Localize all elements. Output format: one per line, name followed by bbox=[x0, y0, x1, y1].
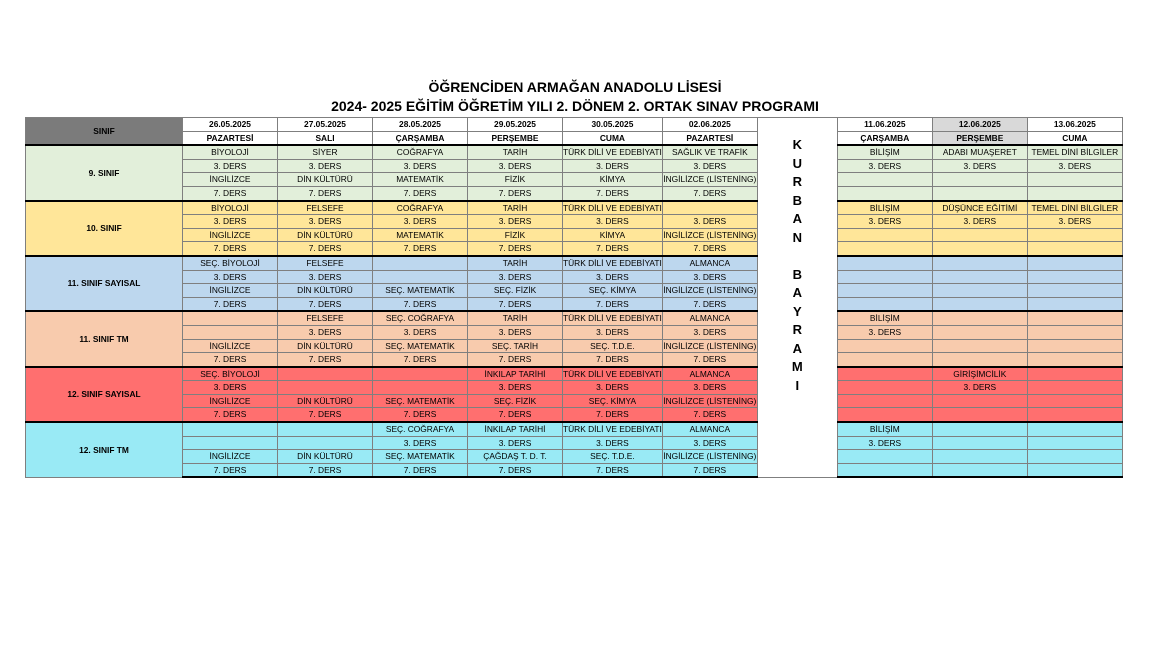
schedule-cell: İNGİLİZCE bbox=[183, 450, 278, 464]
schedule-cell: SAĞLIK VE TRAFİK bbox=[662, 145, 757, 159]
schedule-cell bbox=[932, 256, 1027, 270]
schedule-cell bbox=[837, 173, 932, 187]
table-row bbox=[26, 311, 1123, 325]
schedule-cell bbox=[932, 436, 1027, 450]
schedule-cell bbox=[932, 325, 1027, 339]
schedule-title: 2024- 2025 EĞİTİM ÖĞRETİM YILI 2. DÖNEM 2. ORTAK SINAV PROGRAMI bbox=[331, 98, 819, 114]
schedule-cell: SEÇ. T.D.E. bbox=[563, 339, 663, 353]
table-row bbox=[26, 242, 1123, 256]
schedule-cell bbox=[837, 186, 932, 200]
schedule-cell: SEÇ. FİZİK bbox=[468, 284, 563, 298]
schedule-cell bbox=[1027, 186, 1122, 200]
table-row bbox=[26, 422, 1123, 436]
schedule-cell: GİRİŞİMCİLİK bbox=[932, 367, 1027, 381]
schedule-cell: 3. DERS bbox=[837, 215, 932, 229]
schedule-cell: İNGİLİZCE bbox=[183, 394, 278, 408]
schedule-cell: 3. DERS bbox=[373, 159, 468, 173]
schedule-cell: KİMYA bbox=[563, 228, 663, 242]
header-day: CUMA bbox=[1027, 131, 1122, 145]
schedule-cell: 3. DERS bbox=[468, 270, 563, 284]
schedule-cell: 3. DERS bbox=[563, 270, 663, 284]
schedule-cell: 7. DERS bbox=[563, 242, 663, 256]
schedule-cell: 3. DERS bbox=[373, 325, 468, 339]
schedule-cell: SEÇ. BİYOLOJİ bbox=[183, 256, 278, 270]
schedule-cell: TARİH bbox=[468, 201, 563, 215]
schedule-cell: 7. DERS bbox=[278, 408, 373, 422]
schedule-cell: 7. DERS bbox=[183, 297, 278, 311]
table-row bbox=[26, 186, 1123, 200]
schedule-cell: 3. DERS bbox=[1027, 215, 1122, 229]
schedule-cell: SEÇ. MATEMATİK bbox=[373, 339, 468, 353]
holiday-letter: B bbox=[792, 192, 803, 208]
header-day: PERŞEMBE bbox=[468, 131, 563, 145]
schedule-cell bbox=[932, 173, 1027, 187]
holiday-letter: I bbox=[795, 377, 800, 393]
schedule-cell bbox=[932, 270, 1027, 284]
schedule-cell: SEÇ. TARİH bbox=[468, 339, 563, 353]
class-name-cell: 10. SINIF bbox=[26, 201, 183, 256]
table-row bbox=[26, 450, 1123, 464]
schedule-cell: FİZİK bbox=[468, 228, 563, 242]
schedule-cell: BİLİŞİM bbox=[837, 311, 932, 325]
schedule-cell bbox=[278, 436, 373, 450]
holiday-letter: N bbox=[792, 229, 803, 245]
schedule-cell bbox=[932, 228, 1027, 242]
schedule-cell bbox=[837, 339, 932, 353]
schedule-cell: DİN KÜLTÜRÜ bbox=[278, 450, 373, 464]
schedule-cell: SEÇ. MATEMATİK bbox=[373, 394, 468, 408]
schedule-cell: COĞRAFYA bbox=[373, 201, 468, 215]
holiday-letter: R bbox=[792, 174, 803, 189]
schedule-cell: 3. DERS bbox=[373, 215, 468, 229]
schedule-cell: 7. DERS bbox=[468, 242, 563, 256]
header-day: ÇARŞAMBA bbox=[837, 131, 932, 145]
schedule-cell bbox=[183, 311, 278, 325]
table-row bbox=[26, 353, 1123, 367]
schedule-cell: FELSEFE bbox=[278, 311, 373, 325]
schedule-cell bbox=[837, 394, 932, 408]
table-row bbox=[26, 394, 1123, 408]
schedule-cell bbox=[1027, 297, 1122, 311]
schedule-cell bbox=[932, 463, 1027, 477]
holiday-letter: A bbox=[792, 285, 803, 300]
schedule-cell: 3. DERS bbox=[932, 159, 1027, 173]
schedule-cell: 3. DERS bbox=[563, 325, 663, 339]
header-date: 02.06.2025 bbox=[662, 118, 757, 132]
schedule-cell: BİLİŞİM bbox=[837, 145, 932, 159]
schedule-cell bbox=[1027, 394, 1122, 408]
schedule-cell: 7. DERS bbox=[662, 242, 757, 256]
table-row bbox=[26, 408, 1123, 422]
schedule-cell: İNKILAP TARİHİ bbox=[468, 422, 563, 436]
schedule-cell bbox=[837, 284, 932, 298]
schedule-cell: TÜRK DİLİ VE EDEBİYATI bbox=[563, 367, 663, 381]
schedule-cell: İNKILAP TARİHİ bbox=[468, 367, 563, 381]
schedule-cell: TÜRK DİLİ VE EDEBİYATI bbox=[563, 201, 663, 215]
schedule-cell: ALMANCA bbox=[662, 367, 757, 381]
schedule-cell: 7. DERS bbox=[278, 297, 373, 311]
schedule-cell bbox=[1027, 173, 1122, 187]
schedule-cell: DİN KÜLTÜRÜ bbox=[278, 173, 373, 187]
schedule-cell: 3. DERS bbox=[662, 159, 757, 173]
schedule-cell: 7. DERS bbox=[662, 408, 757, 422]
schedule-cell bbox=[1027, 311, 1122, 325]
schedule-cell: TARİH bbox=[468, 256, 563, 270]
exam-schedule-table bbox=[25, 117, 1123, 478]
header-date: 29.05.2025 bbox=[468, 118, 563, 132]
schedule-cell: 7. DERS bbox=[468, 463, 563, 477]
schedule-cell bbox=[932, 394, 1027, 408]
schedule-cell: SEÇ. KİMYA bbox=[563, 284, 663, 298]
schedule-cell: FİZİK bbox=[468, 173, 563, 187]
schedule-cell: SEÇ. MATEMATİK bbox=[373, 450, 468, 464]
schedule-cell: 7. DERS bbox=[183, 353, 278, 367]
header-day: SALI bbox=[278, 131, 373, 145]
schedule-cell: 3. DERS bbox=[837, 436, 932, 450]
schedule-cell: 7. DERS bbox=[662, 353, 757, 367]
schedule-cell bbox=[932, 311, 1027, 325]
schedule-cell: 7. DERS bbox=[373, 463, 468, 477]
schedule-cell bbox=[1027, 436, 1122, 450]
schedule-cell: DİN KÜLTÜRÜ bbox=[278, 228, 373, 242]
class-name-cell: 9. SINIF bbox=[26, 145, 183, 200]
schedule-cell bbox=[837, 450, 932, 464]
schedule-cell bbox=[1027, 325, 1122, 339]
schedule-cell: 3. DERS bbox=[278, 325, 373, 339]
schedule-cell: 3. DERS bbox=[278, 270, 373, 284]
class-name-cell: 11. SINIF SAYISAL bbox=[26, 256, 183, 311]
schedule-cell: 7. DERS bbox=[468, 408, 563, 422]
schedule-cell: 3. DERS bbox=[662, 270, 757, 284]
table-row bbox=[26, 270, 1123, 284]
header-row-days bbox=[26, 131, 1123, 145]
schedule-cell bbox=[1027, 270, 1122, 284]
schedule-cell: 3. DERS bbox=[563, 381, 663, 395]
schedule-cell bbox=[837, 353, 932, 367]
table-row bbox=[26, 159, 1123, 173]
schedule-cell: ALMANCA bbox=[662, 422, 757, 436]
holiday-letter: Y bbox=[792, 303, 802, 319]
schedule-cell: İNGİLİZCE bbox=[183, 173, 278, 187]
schedule-cell bbox=[278, 367, 373, 381]
schedule-cell: 7. DERS bbox=[662, 297, 757, 311]
schedule-cell: TÜRK DİLİ VE EDEBİYATI bbox=[563, 311, 663, 325]
table-row bbox=[26, 436, 1123, 450]
schedule-cell: TÜRK DİLİ VE EDEBİYATI bbox=[563, 256, 663, 270]
schedule-cell: 3. DERS bbox=[837, 325, 932, 339]
schedule-cell: İNGİLİZCE bbox=[183, 228, 278, 242]
schedule-cell: İNGİLİZCE bbox=[183, 339, 278, 353]
schedule-cell: 7. DERS bbox=[563, 463, 663, 477]
schedule-cell: 7. DERS bbox=[278, 242, 373, 256]
schedule-cell: 7. DERS bbox=[183, 408, 278, 422]
holiday-letter: A bbox=[792, 211, 803, 226]
schedule-cell bbox=[837, 270, 932, 284]
schedule-cell bbox=[837, 242, 932, 256]
schedule-cell: 7. DERS bbox=[373, 297, 468, 311]
schedule-cell: İNGİLİZCE (LİSTENİNG) bbox=[662, 173, 757, 187]
schedule-cell bbox=[1027, 339, 1122, 353]
schedule-cell bbox=[837, 297, 932, 311]
class-name-cell: 11. SINIF TM bbox=[26, 311, 183, 366]
schedule-cell bbox=[1027, 422, 1122, 436]
header-day: ÇARŞAMBA bbox=[373, 131, 468, 145]
schedule-cell: 3. DERS bbox=[468, 159, 563, 173]
schedule-cell: 3. DERS bbox=[837, 159, 932, 173]
schedule-cell bbox=[1027, 408, 1122, 422]
schedule-cell: DİN KÜLTÜRÜ bbox=[278, 284, 373, 298]
table-row bbox=[26, 339, 1123, 353]
schedule-cell: FELSEFE bbox=[278, 256, 373, 270]
schedule-cell: 7. DERS bbox=[373, 408, 468, 422]
schedule-cell: İNGİLİZCE (LİSTENİNG) bbox=[662, 339, 757, 353]
schedule-cell: SEÇ. COĞRAFYA bbox=[373, 422, 468, 436]
table-row bbox=[26, 215, 1123, 229]
header-date: 26.05.2025 bbox=[183, 118, 278, 132]
schedule-cell bbox=[837, 463, 932, 477]
table-row bbox=[26, 325, 1123, 339]
table-row bbox=[26, 145, 1123, 159]
schedule-cell: 3. DERS bbox=[183, 215, 278, 229]
schedule-cell: SEÇ. FİZİK bbox=[468, 394, 563, 408]
schedule-cell: DİN KÜLTÜRÜ bbox=[278, 339, 373, 353]
holiday-column bbox=[757, 118, 837, 478]
schedule-cell bbox=[837, 408, 932, 422]
schedule-cell bbox=[837, 228, 932, 242]
schedule-cell: 3. DERS bbox=[468, 215, 563, 229]
header-date: 27.05.2025 bbox=[278, 118, 373, 132]
schedule-cell: İNGİLİZCE (LİSTENİNG) bbox=[662, 284, 757, 298]
schedule-cell: 7. DERS bbox=[563, 186, 663, 200]
schedule-cell: SEÇ. COĞRAFYA bbox=[373, 311, 468, 325]
holiday-letter: A bbox=[792, 340, 803, 356]
schedule-cell bbox=[932, 422, 1027, 436]
holiday-letter: K bbox=[792, 137, 803, 152]
class-name-cell: 12. SINIF TM bbox=[26, 422, 183, 477]
schedule-cell bbox=[183, 422, 278, 436]
schedule-cell: 3. DERS bbox=[278, 215, 373, 229]
schedule-cell: 3. DERS bbox=[662, 215, 757, 229]
schedule-cell bbox=[932, 353, 1027, 367]
schedule-cell: 3. DERS bbox=[662, 381, 757, 395]
schedule-cell: 3. DERS bbox=[183, 381, 278, 395]
schedule-cell bbox=[932, 242, 1027, 256]
schedule-cell: 3. DERS bbox=[278, 159, 373, 173]
schedule-cell: 7. DERS bbox=[183, 463, 278, 477]
schedule-cell: 7. DERS bbox=[563, 353, 663, 367]
schedule-cell bbox=[932, 297, 1027, 311]
schedule-cell: 7. DERS bbox=[468, 297, 563, 311]
schedule-cell: BİLİŞİM bbox=[837, 201, 932, 215]
schedule-cell: TARİH bbox=[468, 145, 563, 159]
schedule-cell: İNGİLİZCE (LİSTENİNG) bbox=[662, 450, 757, 464]
schedule-cell: 3. DERS bbox=[183, 270, 278, 284]
schedule-cell: SEÇ. BİYOLOJİ bbox=[183, 367, 278, 381]
schedule-cell bbox=[662, 201, 757, 215]
schedule-cell: MATEMATİK bbox=[373, 228, 468, 242]
schedule-cell bbox=[932, 339, 1027, 353]
schedule-cell: 3. DERS bbox=[662, 436, 757, 450]
table-row bbox=[26, 284, 1123, 298]
schedule-cell: 7. DERS bbox=[183, 186, 278, 200]
schedule-cell bbox=[183, 325, 278, 339]
schedule-cell: BİYOLOJİ bbox=[183, 145, 278, 159]
schedule-cell bbox=[1027, 256, 1122, 270]
schedule-cell bbox=[1027, 353, 1122, 367]
schedule-cell: 3. DERS bbox=[373, 436, 468, 450]
class-name-cell: 12. SINIF SAYISAL bbox=[26, 367, 183, 422]
schedule-cell bbox=[932, 186, 1027, 200]
schedule-cell: SEÇ. T.D.E. bbox=[563, 450, 663, 464]
schedule-cell: TÜRK DİLİ VE EDEBİYATI bbox=[563, 422, 663, 436]
schedule-cell: TEMEL DİNİ BİLGİLER bbox=[1027, 201, 1122, 215]
header-date: 13.06.2025 bbox=[1027, 118, 1122, 132]
schedule-cell bbox=[837, 367, 932, 381]
schedule-cell: 7. DERS bbox=[278, 463, 373, 477]
holiday-letter: U bbox=[792, 155, 803, 171]
schedule-cell: 7. DERS bbox=[373, 186, 468, 200]
schedule-cell: COĞRAFYA bbox=[373, 145, 468, 159]
schedule-cell bbox=[373, 367, 468, 381]
table-row bbox=[26, 367, 1123, 381]
schedule-cell: ALMANCA bbox=[662, 311, 757, 325]
schedule-cell: SİYER bbox=[278, 145, 373, 159]
schedule-cell: 3. DERS bbox=[468, 325, 563, 339]
header-day: PAZARTESİ bbox=[662, 131, 757, 145]
schedule-cell bbox=[837, 381, 932, 395]
schedule-cell: ÇAĞDAŞ T. D. T. bbox=[468, 450, 563, 464]
table-row bbox=[26, 201, 1123, 215]
schedule-cell: 3. DERS bbox=[932, 215, 1027, 229]
table-row bbox=[26, 256, 1123, 270]
schedule-cell: ADABI MUAŞERET bbox=[932, 145, 1027, 159]
schedule-cell bbox=[278, 422, 373, 436]
table-row bbox=[26, 463, 1123, 477]
schedule-cell: SEÇ. KİMYA bbox=[563, 394, 663, 408]
header-date: 11.06.2025 bbox=[837, 118, 932, 132]
schedule-cell: 7. DERS bbox=[563, 408, 663, 422]
schedule-cell: 7. DERS bbox=[662, 463, 757, 477]
schedule-cell: TARİH bbox=[468, 311, 563, 325]
schedule-cell bbox=[373, 381, 468, 395]
schedule-cell: 3. DERS bbox=[183, 159, 278, 173]
schedule-cell bbox=[837, 256, 932, 270]
schedule-cell bbox=[1027, 450, 1122, 464]
table-row bbox=[26, 297, 1123, 311]
holiday-letter: R bbox=[792, 322, 803, 337]
header-date: 12.06.2025 bbox=[932, 118, 1027, 132]
schedule-cell: 7. DERS bbox=[373, 242, 468, 256]
schedule-cell: 3. DERS bbox=[932, 381, 1027, 395]
schedule-cell: TÜRK DİLİ VE EDEBİYATI bbox=[563, 145, 663, 159]
schedule-cell: 3. DERS bbox=[563, 215, 663, 229]
table-row bbox=[26, 173, 1123, 187]
schedule-cell: 7. DERS bbox=[183, 242, 278, 256]
schedule-cell bbox=[183, 436, 278, 450]
header-row-dates bbox=[26, 118, 1123, 132]
holiday-label bbox=[758, 118, 837, 395]
schedule-cell: DİN KÜLTÜRÜ bbox=[278, 394, 373, 408]
schedule-cell bbox=[932, 408, 1027, 422]
header-day: PERŞEMBE bbox=[932, 131, 1027, 145]
header-date: 28.05.2025 bbox=[373, 118, 468, 132]
schedule-cell: 3. DERS bbox=[1027, 159, 1122, 173]
schedule-cell: 3. DERS bbox=[468, 436, 563, 450]
schedule-cell: 7. DERS bbox=[468, 353, 563, 367]
schedule-cell: İNGİLİZCE bbox=[183, 284, 278, 298]
schedule-cell: 7. DERS bbox=[373, 353, 468, 367]
schedule-cell: BİLİŞİM bbox=[837, 422, 932, 436]
schedule-cell: 3. DERS bbox=[662, 325, 757, 339]
header-date: 30.05.2025 bbox=[563, 118, 663, 132]
schedule-cell bbox=[1027, 463, 1122, 477]
schedule-cell: ALMANCA bbox=[662, 256, 757, 270]
schedule-cell bbox=[1027, 284, 1122, 298]
table-row bbox=[26, 381, 1123, 395]
schedule-cell bbox=[1027, 367, 1122, 381]
schedule-cell bbox=[1027, 228, 1122, 242]
schedule-cell: 7. DERS bbox=[468, 186, 563, 200]
schedule-cell bbox=[932, 450, 1027, 464]
schedule-cell: 7. DERS bbox=[278, 353, 373, 367]
school-title: ÖĞRENCİDEN ARMAĞAN ANADOLU LİSESİ bbox=[428, 79, 722, 95]
schedule-cell bbox=[1027, 242, 1122, 256]
schedule-cell: MATEMATİK bbox=[373, 173, 468, 187]
schedule-cell: KİMYA bbox=[563, 173, 663, 187]
schedule-cell bbox=[278, 381, 373, 395]
schedule-cell bbox=[373, 256, 468, 270]
schedule-cell: 3. DERS bbox=[468, 381, 563, 395]
schedule-cell: 3. DERS bbox=[563, 159, 663, 173]
holiday-letter: B bbox=[792, 266, 803, 282]
schedule-cell: SEÇ. MATEMATİK bbox=[373, 284, 468, 298]
schedule-cell: 7. DERS bbox=[662, 186, 757, 200]
table-row bbox=[26, 228, 1123, 242]
class-column-header: SINIF bbox=[26, 118, 183, 146]
header-day: PAZARTESİ bbox=[183, 131, 278, 145]
schedule-cell: İNGİLİZCE (LİSTENİNG) bbox=[662, 394, 757, 408]
schedule-cell: TEMEL DİNİ BİLGİLER bbox=[1027, 145, 1122, 159]
schedule-cell bbox=[1027, 381, 1122, 395]
schedule-cell: 7. DERS bbox=[563, 297, 663, 311]
header-day: CUMA bbox=[563, 131, 663, 145]
schedule-cell: FELSEFE bbox=[278, 201, 373, 215]
holiday-letter: M bbox=[791, 359, 803, 374]
schedule-cell: 3. DERS bbox=[563, 436, 663, 450]
schedule-cell: İNGİLİZCE (LİSTENİNG) bbox=[662, 228, 757, 242]
schedule-cell: 7. DERS bbox=[278, 186, 373, 200]
schedule-cell bbox=[932, 284, 1027, 298]
schedule-cell: DÜŞÜNCE EĞİTİMİ bbox=[932, 201, 1027, 215]
schedule-cell bbox=[373, 270, 468, 284]
schedule-cell: BİYOLOJİ bbox=[183, 201, 278, 215]
